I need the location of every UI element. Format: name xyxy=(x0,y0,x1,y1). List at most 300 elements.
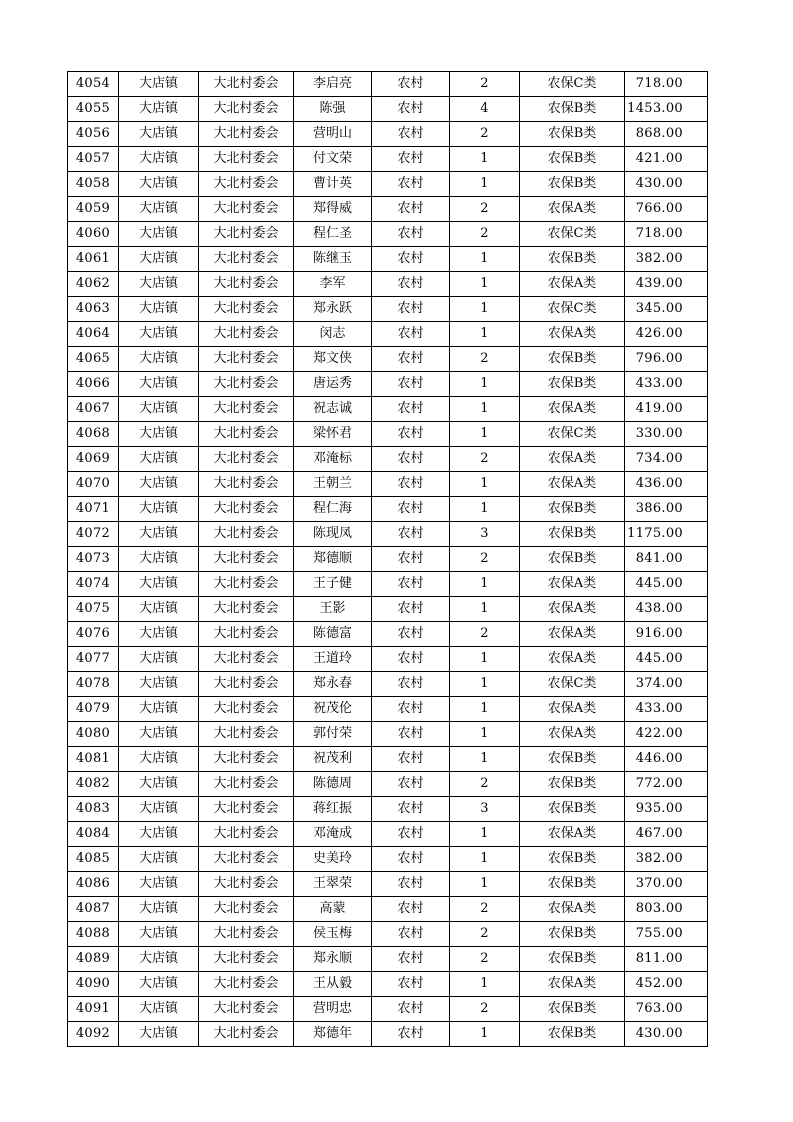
town-cell: 大店镇 xyxy=(119,672,199,697)
person-name-cell: 王影 xyxy=(294,597,372,622)
village-committee-cell: 大北村委会 xyxy=(199,822,294,847)
village-committee-cell: 大北村委会 xyxy=(199,572,294,597)
record-number-cell: 4085 xyxy=(68,847,119,872)
person-name-cell: 陈强 xyxy=(294,97,372,122)
record-number-cell: 4063 xyxy=(68,297,119,322)
person-name-cell: 蒋红振 xyxy=(294,797,372,822)
member-count-cell: 2 xyxy=(450,122,520,147)
village-committee-cell: 大北村委会 xyxy=(199,897,294,922)
town-cell: 大店镇 xyxy=(119,272,199,297)
insurance-category-cell: 农保B类 xyxy=(520,922,625,947)
town-cell: 大店镇 xyxy=(119,797,199,822)
insurance-category-cell: 农保A类 xyxy=(520,272,625,297)
insurance-category-cell: 农保C类 xyxy=(520,222,625,247)
person-name-cell: 程仁圣 xyxy=(294,222,372,247)
village-committee-cell: 大北村委会 xyxy=(199,1022,294,1047)
amount-cell: 445.00 xyxy=(625,572,708,597)
table-row xyxy=(68,747,708,772)
amount-cell: 935.00 xyxy=(625,797,708,822)
household-type-cell: 农村 xyxy=(372,572,450,597)
town-cell: 大店镇 xyxy=(119,222,199,247)
record-number-cell: 4073 xyxy=(68,547,119,572)
village-committee-cell: 大北村委会 xyxy=(199,272,294,297)
record-number-cell: 4078 xyxy=(68,672,119,697)
household-type-cell: 农村 xyxy=(372,997,450,1022)
town-cell: 大店镇 xyxy=(119,372,199,397)
person-name-cell: 邓淹标 xyxy=(294,447,372,472)
amount-cell: 386.00 xyxy=(625,497,708,522)
amount-cell: 452.00 xyxy=(625,972,708,997)
table-row xyxy=(68,372,708,397)
table-row xyxy=(68,72,708,97)
household-type-cell: 农村 xyxy=(372,947,450,972)
member-count-cell: 2 xyxy=(450,547,520,572)
village-committee-cell: 大北村委会 xyxy=(199,997,294,1022)
village-committee-cell: 大北村委会 xyxy=(199,397,294,422)
person-name-cell: 曹计英 xyxy=(294,172,372,197)
member-count-cell: 1 xyxy=(450,322,520,347)
village-committee-cell: 大北村委会 xyxy=(199,247,294,272)
amount-cell: 421.00 xyxy=(625,147,708,172)
town-cell: 大店镇 xyxy=(119,397,199,422)
table-row xyxy=(68,947,708,972)
table-row xyxy=(68,97,708,122)
insurance-category-cell: 农保A类 xyxy=(520,397,625,422)
person-name-cell: 郑德年 xyxy=(294,1022,372,1047)
table-row xyxy=(68,347,708,372)
amount-cell: 718.00 xyxy=(625,222,708,247)
village-committee-cell: 大北村委会 xyxy=(199,947,294,972)
amount-cell: 445.00 xyxy=(625,647,708,672)
person-name-cell: 陈现凤 xyxy=(294,522,372,547)
amount-cell: 841.00 xyxy=(625,547,708,572)
insurance-category-cell: 农保B类 xyxy=(520,1022,625,1047)
table-row xyxy=(68,922,708,947)
household-type-cell: 农村 xyxy=(372,722,450,747)
village-committee-cell: 大北村委会 xyxy=(199,522,294,547)
village-committee-cell: 大北村委会 xyxy=(199,922,294,947)
record-number-cell: 4067 xyxy=(68,397,119,422)
insurance-category-cell: 农保C类 xyxy=(520,72,625,97)
person-name-cell: 高蒙 xyxy=(294,897,372,922)
record-number-cell: 4066 xyxy=(68,372,119,397)
household-type-cell: 农村 xyxy=(372,972,450,997)
town-cell: 大店镇 xyxy=(119,847,199,872)
household-type-cell: 农村 xyxy=(372,97,450,122)
town-cell: 大店镇 xyxy=(119,997,199,1022)
insurance-category-cell: 农保B类 xyxy=(520,872,625,897)
town-cell: 大店镇 xyxy=(119,822,199,847)
insurance-category-cell: 农保C类 xyxy=(520,297,625,322)
person-name-cell: 李启亮 xyxy=(294,72,372,97)
record-number-cell: 4079 xyxy=(68,697,119,722)
village-committee-cell: 大北村委会 xyxy=(199,447,294,472)
insurance-category-cell: 农保B类 xyxy=(520,747,625,772)
member-count-cell: 1 xyxy=(450,297,520,322)
insurance-category-cell: 农保A类 xyxy=(520,822,625,847)
village-committee-cell: 大北村委会 xyxy=(199,622,294,647)
member-count-cell: 1 xyxy=(450,397,520,422)
record-number-cell: 4074 xyxy=(68,572,119,597)
person-name-cell: 营明山 xyxy=(294,122,372,147)
person-name-cell: 王翠荣 xyxy=(294,872,372,897)
amount-cell: 811.00 xyxy=(625,947,708,972)
village-committee-cell: 大北村委会 xyxy=(199,872,294,897)
record-number-cell: 4070 xyxy=(68,472,119,497)
village-committee-cell: 大北村委会 xyxy=(199,197,294,222)
table-row xyxy=(68,547,708,572)
person-name-cell: 陈德周 xyxy=(294,772,372,797)
member-count-cell: 4 xyxy=(450,97,520,122)
household-type-cell: 农村 xyxy=(372,347,450,372)
table-row xyxy=(68,222,708,247)
member-count-cell: 1 xyxy=(450,272,520,297)
member-count-cell: 1 xyxy=(450,972,520,997)
household-type-cell: 农村 xyxy=(372,372,450,397)
town-cell: 大店镇 xyxy=(119,722,199,747)
household-type-cell: 农村 xyxy=(372,122,450,147)
village-committee-cell: 大北村委会 xyxy=(199,647,294,672)
table-row xyxy=(68,822,708,847)
insurance-category-cell: 农保B类 xyxy=(520,947,625,972)
member-count-cell: 1 xyxy=(450,847,520,872)
table-row xyxy=(68,172,708,197)
household-type-cell: 农村 xyxy=(372,597,450,622)
amount-cell: 803.00 xyxy=(625,897,708,922)
village-committee-cell: 大北村委会 xyxy=(199,222,294,247)
member-count-cell: 1 xyxy=(450,1022,520,1047)
town-cell: 大店镇 xyxy=(119,647,199,672)
member-count-cell: 1 xyxy=(450,722,520,747)
household-type-cell: 农村 xyxy=(372,322,450,347)
person-name-cell: 郑永顺 xyxy=(294,947,372,972)
table-row xyxy=(68,622,708,647)
record-number-cell: 4055 xyxy=(68,97,119,122)
insurance-category-cell: 农保B类 xyxy=(520,97,625,122)
record-number-cell: 4054 xyxy=(68,72,119,97)
record-number-cell: 4081 xyxy=(68,747,119,772)
table-row xyxy=(68,497,708,522)
table-row xyxy=(68,272,708,297)
member-count-cell: 1 xyxy=(450,572,520,597)
amount-cell: 374.00 xyxy=(625,672,708,697)
amount-cell: 330.00 xyxy=(625,422,708,447)
household-type-cell: 农村 xyxy=(372,847,450,872)
record-number-cell: 4061 xyxy=(68,247,119,272)
member-count-cell: 1 xyxy=(450,497,520,522)
amount-cell: 430.00 xyxy=(625,172,708,197)
town-cell: 大店镇 xyxy=(119,197,199,222)
amount-cell: 718.00 xyxy=(625,72,708,97)
town-cell: 大店镇 xyxy=(119,572,199,597)
amount-cell: 1453.00 xyxy=(625,97,708,122)
insurance-category-cell: 农保A类 xyxy=(520,447,625,472)
town-cell: 大店镇 xyxy=(119,1022,199,1047)
village-committee-cell: 大北村委会 xyxy=(199,322,294,347)
record-number-cell: 4057 xyxy=(68,147,119,172)
town-cell: 大店镇 xyxy=(119,472,199,497)
person-name-cell: 郑永春 xyxy=(294,672,372,697)
insurance-category-cell: 农保B类 xyxy=(520,547,625,572)
amount-cell: 755.00 xyxy=(625,922,708,947)
town-cell: 大店镇 xyxy=(119,172,199,197)
record-number-cell: 4090 xyxy=(68,972,119,997)
amount-cell: 446.00 xyxy=(625,747,708,772)
amount-cell: 370.00 xyxy=(625,872,708,897)
town-cell: 大店镇 xyxy=(119,122,199,147)
table-row xyxy=(68,872,708,897)
household-type-cell: 农村 xyxy=(372,72,450,97)
village-committee-cell: 大北村委会 xyxy=(199,797,294,822)
village-committee-cell: 大北村委会 xyxy=(199,697,294,722)
table-row xyxy=(68,322,708,347)
amount-cell: 734.00 xyxy=(625,447,708,472)
member-count-cell: 3 xyxy=(450,522,520,547)
amount-cell: 796.00 xyxy=(625,347,708,372)
village-committee-cell: 大北村委会 xyxy=(199,72,294,97)
amount-cell: 422.00 xyxy=(625,722,708,747)
household-type-cell: 农村 xyxy=(372,497,450,522)
insurance-category-cell: 农保B类 xyxy=(520,497,625,522)
record-number-cell: 4072 xyxy=(68,522,119,547)
table-row xyxy=(68,972,708,997)
member-count-cell: 3 xyxy=(450,797,520,822)
household-type-cell: 农村 xyxy=(372,872,450,897)
person-name-cell: 梁怀君 xyxy=(294,422,372,447)
record-number-cell: 4058 xyxy=(68,172,119,197)
town-cell: 大店镇 xyxy=(119,872,199,897)
amount-cell: 433.00 xyxy=(625,697,708,722)
village-committee-cell: 大北村委会 xyxy=(199,597,294,622)
member-count-cell: 2 xyxy=(450,947,520,972)
town-cell: 大店镇 xyxy=(119,297,199,322)
village-committee-cell: 大北村委会 xyxy=(199,547,294,572)
household-type-cell: 农村 xyxy=(372,197,450,222)
village-committee-cell: 大北村委会 xyxy=(199,297,294,322)
record-number-cell: 4084 xyxy=(68,822,119,847)
person-name-cell: 王道玲 xyxy=(294,647,372,672)
household-type-cell: 农村 xyxy=(372,747,450,772)
record-number-cell: 4087 xyxy=(68,897,119,922)
record-number-cell: 4060 xyxy=(68,222,119,247)
amount-cell: 345.00 xyxy=(625,297,708,322)
record-number-cell: 4088 xyxy=(68,922,119,947)
amount-cell: 766.00 xyxy=(625,197,708,222)
member-count-cell: 2 xyxy=(450,72,520,97)
record-number-cell: 4064 xyxy=(68,322,119,347)
member-count-cell: 2 xyxy=(450,197,520,222)
village-committee-cell: 大北村委会 xyxy=(199,772,294,797)
town-cell: 大店镇 xyxy=(119,147,199,172)
household-type-cell: 农村 xyxy=(372,222,450,247)
insurance-category-cell: 农保A类 xyxy=(520,897,625,922)
town-cell: 大店镇 xyxy=(119,747,199,772)
amount-cell: 916.00 xyxy=(625,622,708,647)
table-row xyxy=(68,122,708,147)
table-row xyxy=(68,722,708,747)
table-row xyxy=(68,672,708,697)
town-cell: 大店镇 xyxy=(119,97,199,122)
household-type-cell: 农村 xyxy=(372,647,450,672)
person-name-cell: 营明忠 xyxy=(294,997,372,1022)
insurance-category-cell: 农保B类 xyxy=(520,122,625,147)
record-number-cell: 4092 xyxy=(68,1022,119,1047)
person-name-cell: 侯玉梅 xyxy=(294,922,372,947)
insurance-category-cell: 农保A类 xyxy=(520,597,625,622)
household-type-cell: 农村 xyxy=(372,797,450,822)
table-row xyxy=(68,647,708,672)
household-type-cell: 农村 xyxy=(372,172,450,197)
table-row xyxy=(68,997,708,1022)
person-name-cell: 闵志 xyxy=(294,322,372,347)
insurance-category-cell: 农保B类 xyxy=(520,772,625,797)
record-number-cell: 4056 xyxy=(68,122,119,147)
insurance-category-cell: 农保B类 xyxy=(520,247,625,272)
household-type-cell: 农村 xyxy=(372,272,450,297)
town-cell: 大店镇 xyxy=(119,947,199,972)
table-row xyxy=(68,597,708,622)
table-row xyxy=(68,447,708,472)
village-committee-cell: 大北村委会 xyxy=(199,497,294,522)
member-count-cell: 2 xyxy=(450,347,520,372)
amount-cell: 430.00 xyxy=(625,1022,708,1047)
amount-cell: 1175.00 xyxy=(625,522,708,547)
record-number-cell: 4086 xyxy=(68,872,119,897)
town-cell: 大店镇 xyxy=(119,772,199,797)
village-committee-cell: 大北村委会 xyxy=(199,972,294,997)
member-count-cell: 2 xyxy=(450,922,520,947)
village-committee-cell: 大北村委会 xyxy=(199,422,294,447)
town-cell: 大店镇 xyxy=(119,72,199,97)
village-committee-cell: 大北村委会 xyxy=(199,372,294,397)
record-number-cell: 4076 xyxy=(68,622,119,647)
table-row xyxy=(68,797,708,822)
insurance-category-cell: 农保B类 xyxy=(520,372,625,397)
record-number-cell: 4068 xyxy=(68,422,119,447)
table-row xyxy=(68,697,708,722)
amount-cell: 868.00 xyxy=(625,122,708,147)
amount-cell: 419.00 xyxy=(625,397,708,422)
roster-table xyxy=(67,71,708,1047)
insurance-category-cell: 农保B类 xyxy=(520,347,625,372)
insurance-category-cell: 农保A类 xyxy=(520,572,625,597)
household-type-cell: 农村 xyxy=(372,447,450,472)
person-name-cell: 陈德富 xyxy=(294,622,372,647)
town-cell: 大店镇 xyxy=(119,597,199,622)
amount-cell: 467.00 xyxy=(625,822,708,847)
insurance-category-cell: 农保A类 xyxy=(520,322,625,347)
insurance-category-cell: 农保A类 xyxy=(520,197,625,222)
table-row xyxy=(68,522,708,547)
record-number-cell: 4059 xyxy=(68,197,119,222)
insurance-category-cell: 农保A类 xyxy=(520,722,625,747)
amount-cell: 382.00 xyxy=(625,247,708,272)
town-cell: 大店镇 xyxy=(119,422,199,447)
member-count-cell: 2 xyxy=(450,772,520,797)
village-committee-cell: 大北村委会 xyxy=(199,847,294,872)
member-count-cell: 1 xyxy=(450,247,520,272)
amount-cell: 438.00 xyxy=(625,597,708,622)
member-count-cell: 2 xyxy=(450,222,520,247)
household-type-cell: 农村 xyxy=(372,397,450,422)
town-cell: 大店镇 xyxy=(119,897,199,922)
member-count-cell: 2 xyxy=(450,897,520,922)
person-name-cell: 郑文侠 xyxy=(294,347,372,372)
insurance-category-cell: 农保A类 xyxy=(520,647,625,672)
table-row xyxy=(68,147,708,172)
amount-cell: 436.00 xyxy=(625,472,708,497)
person-name-cell: 郑永跃 xyxy=(294,297,372,322)
record-number-cell: 4083 xyxy=(68,797,119,822)
household-type-cell: 农村 xyxy=(372,697,450,722)
record-number-cell: 4089 xyxy=(68,947,119,972)
insurance-category-cell: 农保A类 xyxy=(520,472,625,497)
person-name-cell: 付文荣 xyxy=(294,147,372,172)
person-name-cell: 祝志诚 xyxy=(294,397,372,422)
household-type-cell: 农村 xyxy=(372,897,450,922)
household-type-cell: 农村 xyxy=(372,672,450,697)
town-cell: 大店镇 xyxy=(119,497,199,522)
table-row xyxy=(68,847,708,872)
member-count-cell: 1 xyxy=(450,872,520,897)
amount-cell: 426.00 xyxy=(625,322,708,347)
person-name-cell: 王朝兰 xyxy=(294,472,372,497)
household-type-cell: 农村 xyxy=(372,147,450,172)
table-row xyxy=(68,772,708,797)
member-count-cell: 1 xyxy=(450,747,520,772)
village-committee-cell: 大北村委会 xyxy=(199,747,294,772)
member-count-cell: 1 xyxy=(450,672,520,697)
insurance-category-cell: 农保C类 xyxy=(520,672,625,697)
household-type-cell: 农村 xyxy=(372,922,450,947)
village-committee-cell: 大北村委会 xyxy=(199,347,294,372)
town-cell: 大店镇 xyxy=(119,522,199,547)
household-type-cell: 农村 xyxy=(372,547,450,572)
person-name-cell: 王子健 xyxy=(294,572,372,597)
insurance-category-cell: 农保A类 xyxy=(520,972,625,997)
person-name-cell: 陈继玉 xyxy=(294,247,372,272)
roster-body xyxy=(68,72,708,1047)
household-type-cell: 农村 xyxy=(372,772,450,797)
table-row xyxy=(68,397,708,422)
member-count-cell: 1 xyxy=(450,472,520,497)
record-number-cell: 4082 xyxy=(68,772,119,797)
person-name-cell: 郭付荣 xyxy=(294,722,372,747)
insurance-category-cell: 农保B类 xyxy=(520,147,625,172)
person-name-cell: 祝茂伦 xyxy=(294,697,372,722)
record-number-cell: 4080 xyxy=(68,722,119,747)
town-cell: 大店镇 xyxy=(119,447,199,472)
table-row xyxy=(68,1022,708,1047)
village-committee-cell: 大北村委会 xyxy=(199,97,294,122)
person-name-cell: 祝茂利 xyxy=(294,747,372,772)
town-cell: 大店镇 xyxy=(119,322,199,347)
village-committee-cell: 大北村委会 xyxy=(199,172,294,197)
household-type-cell: 农村 xyxy=(372,1022,450,1047)
insurance-category-cell: 农保B类 xyxy=(520,522,625,547)
insurance-category-cell: 农保B类 xyxy=(520,997,625,1022)
record-number-cell: 4062 xyxy=(68,272,119,297)
household-type-cell: 农村 xyxy=(372,622,450,647)
town-cell: 大店镇 xyxy=(119,922,199,947)
member-count-cell: 1 xyxy=(450,172,520,197)
insurance-category-cell: 农保B类 xyxy=(520,797,625,822)
table-row xyxy=(68,472,708,497)
amount-cell: 382.00 xyxy=(625,847,708,872)
village-committee-cell: 大北村委会 xyxy=(199,722,294,747)
town-cell: 大店镇 xyxy=(119,697,199,722)
town-cell: 大店镇 xyxy=(119,622,199,647)
